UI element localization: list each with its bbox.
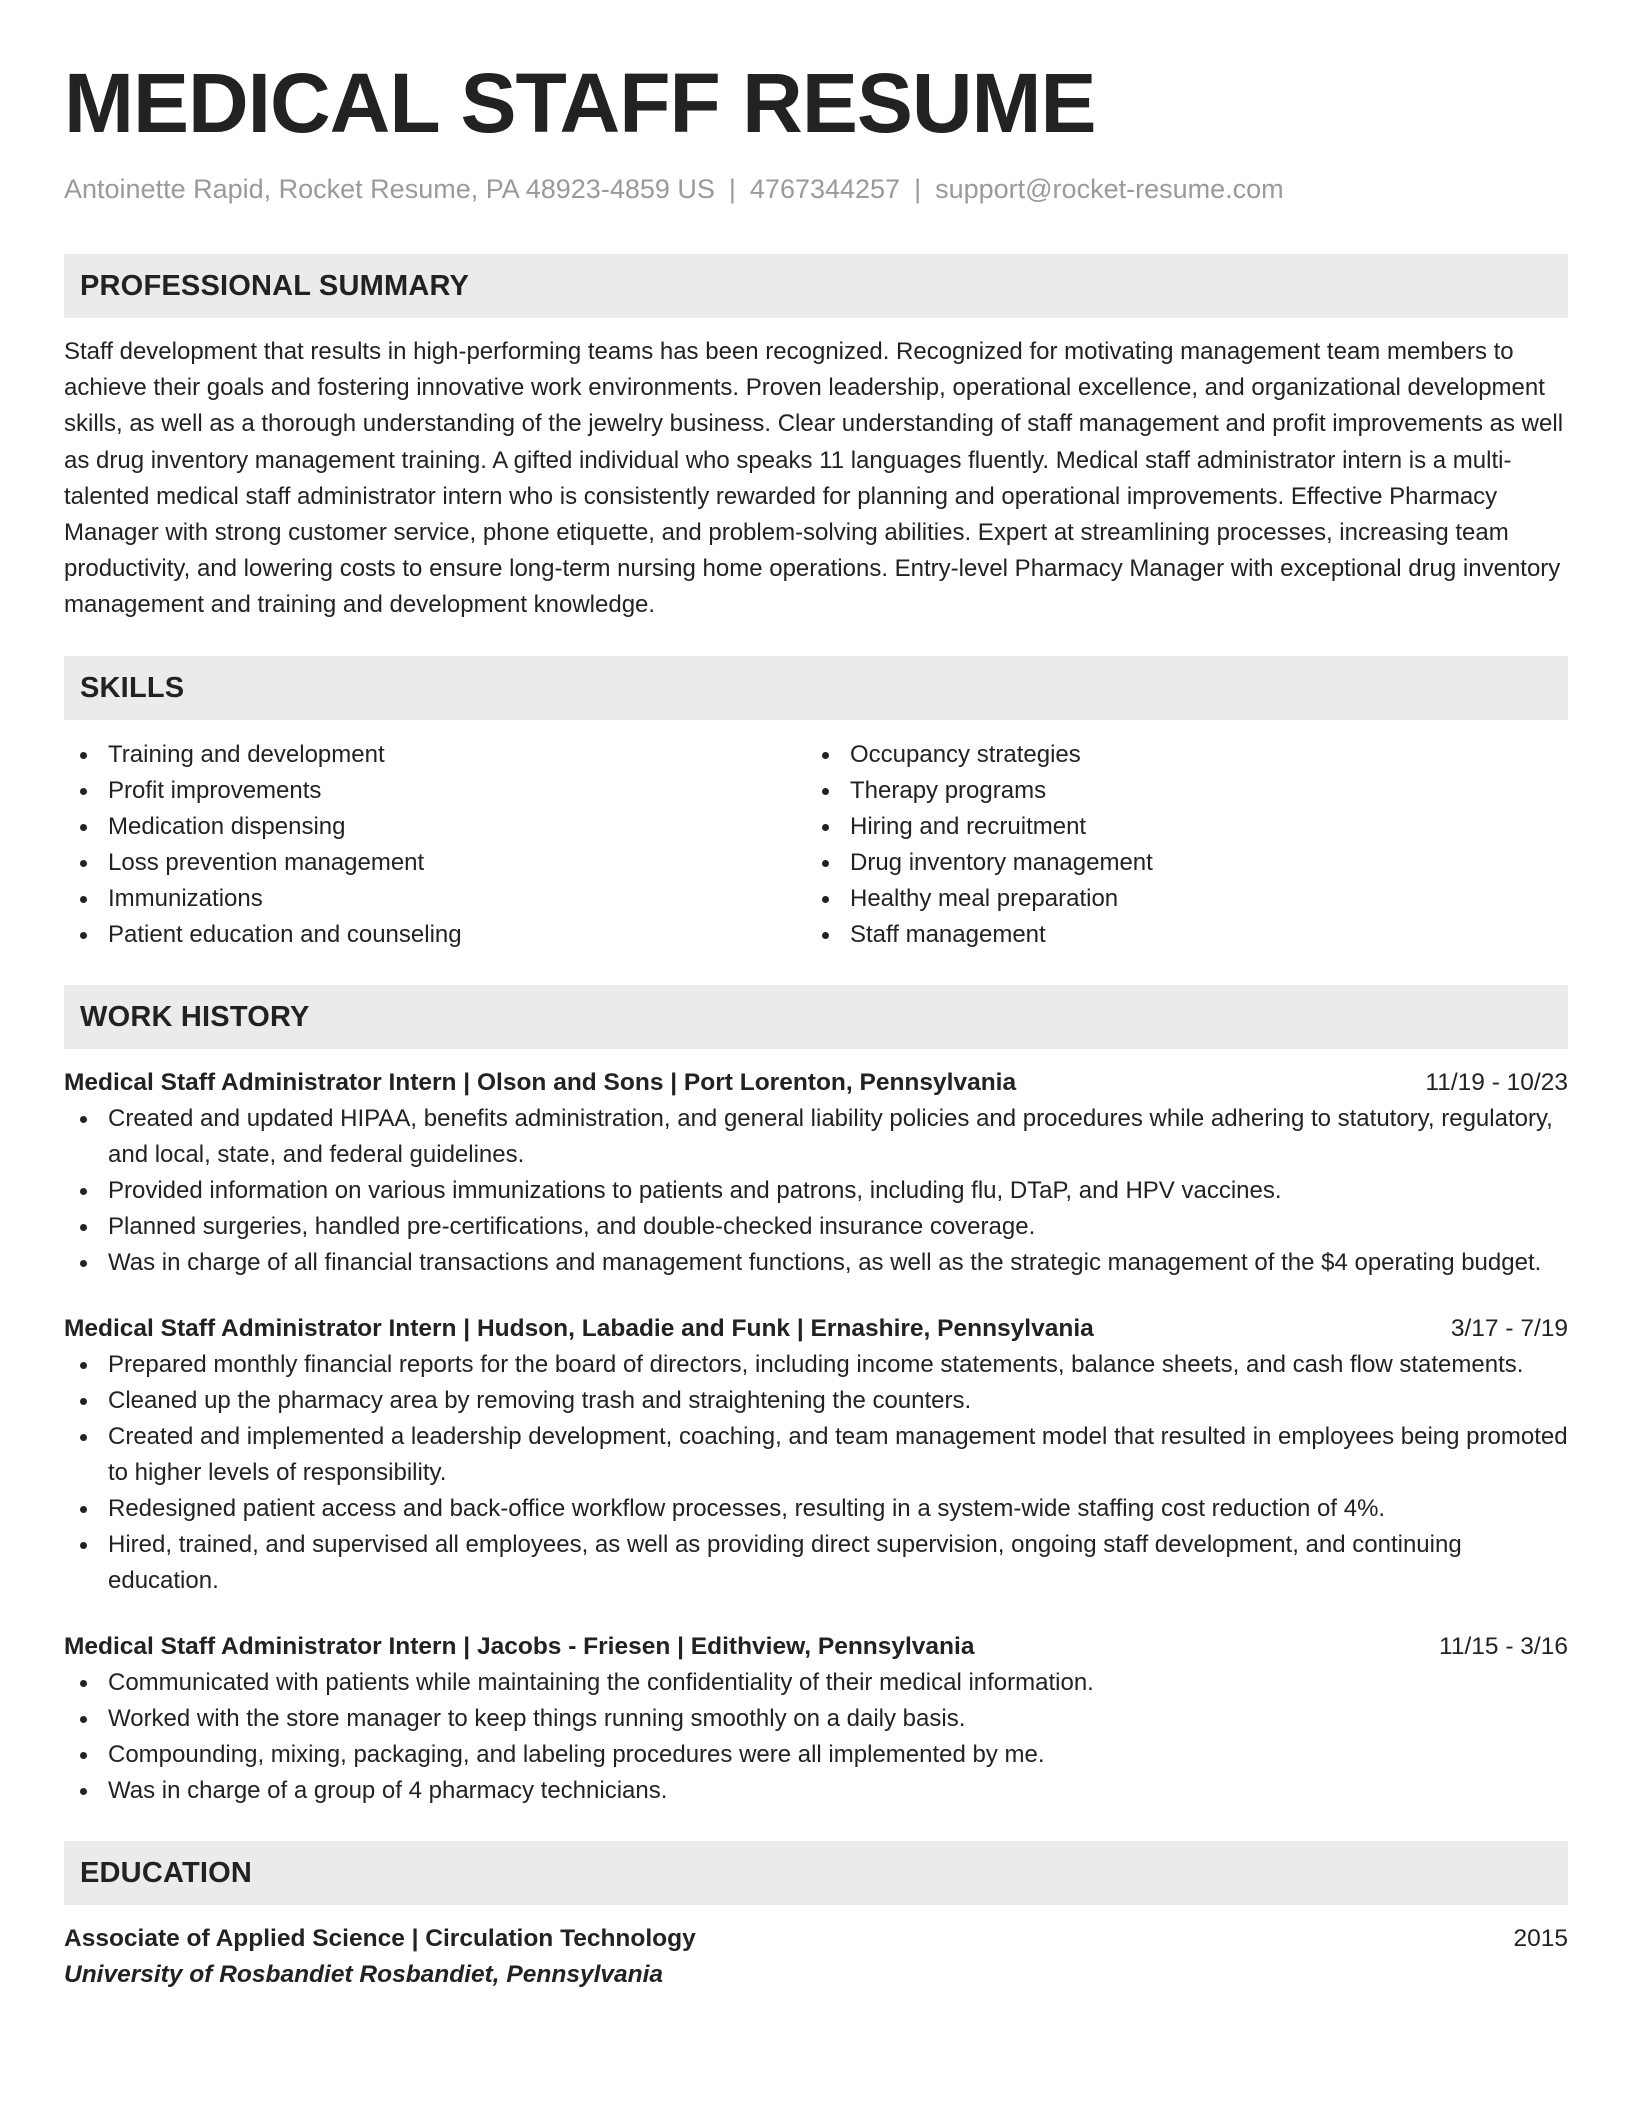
education-year: 2015	[1513, 1924, 1568, 1952]
job-date: 11/19 - 10/23	[1425, 1068, 1568, 1096]
resume-title: MEDICAL STAFF RESUME	[64, 56, 1096, 150]
skill-item: Medication dispensing	[64, 809, 806, 845]
job-bullet: Created and updated HIPAA, benefits administration, and general liability policies and procedures while adhering to statutory, regulatory, and local, state, and federal guidelines.	[64, 1101, 1568, 1173]
contact-phone: 4767344257	[749, 174, 901, 204]
job-entry	[64, 1065, 1568, 1281]
education-entry	[64, 1921, 1568, 1993]
contact-email: support@rocket-resume.com	[935, 174, 1284, 204]
job-bullet: Cleaned up the pharmacy area by removing trash and straightening the counters.	[64, 1383, 1568, 1419]
job-entry	[64, 1311, 1568, 1599]
skill-item: Training and development	[64, 737, 806, 773]
contact-separator: |	[914, 174, 922, 204]
job-bullet: Worked with the store manager to keep things running smoothly on a daily basis.	[64, 1701, 1568, 1737]
job-title: Medical Staff Administrator Intern | Olson and Sons | Port Lorenton, Pennsylvania	[64, 1068, 1017, 1096]
skill-item: Patient education and counseling	[64, 917, 806, 953]
job-bullet: Was in charge of all financial transactions and management functions, as well as the strategic management of the $4 operating budget.	[64, 1245, 1568, 1281]
skill-item: Immunizations	[64, 881, 806, 917]
education-degree: Associate of Applied Science | Circulation Technology	[64, 1924, 696, 1952]
section-header-education: EDUCATION	[64, 1841, 1568, 1905]
job-bullet: Was in charge of a group of 4 pharmacy technicians.	[64, 1773, 1568, 1809]
section-header-work-history: WORK HISTORY	[64, 985, 1568, 1049]
summary-text: Staff development that results in high-performing teams has been recognized. Recognized for motivating management team members to achieve their goals and fostering innovative work environments. Proven leadership, operational excellence, and organizational development skills, as well as a thorough understanding of the jewelry business. Clear understanding of staff management and profit improvements as well as drug inventory management training. A gifted individual who speaks 11 languages fluently. Medical staff administrator intern is a multi-talented medical staff administrator intern who is consistently rewarded for planning and operational improvements. Effective Pharmacy Manager with strong customer service, phone etiquette, and problem-solving abilities. Expert at streamlining processes, increasing team productivity, and lowering costs to ensure long-term nursing home operations. Entry-level Pharmacy Manager with exceptional drug inventory management and training and development knowledge.	[64, 338, 1564, 619]
contact-address: Antoinette Rapid, Rocket Resume, PA 48923-4859 US	[64, 174, 715, 204]
contact-line	[64, 172, 1568, 206]
job-bullet: Redesigned patient access and back-office workflow processes, resulting in a system-wide staffing cost reduction of 4%.	[64, 1491, 1568, 1527]
job-title: Medical Staff Administrator Intern | Jacobs - Friesen | Edithview, Pennsylvania	[64, 1632, 975, 1660]
skill-item: Hiring and recruitment	[806, 809, 1548, 845]
skills-list	[64, 737, 1568, 953]
skill-item: Profit improvements	[64, 773, 806, 809]
section-header-skills: SKILLS	[64, 656, 1568, 720]
skill-item: Healthy meal preparation	[806, 881, 1548, 917]
skills-column-left	[64, 737, 806, 953]
job-title: Medical Staff Administrator Intern | Hudson, Labadie and Funk | Ernashire, Pennsylvania	[64, 1314, 1094, 1342]
job-bullet: Provided information on various immunizations to patients and patrons, including flu, DTaP, and HPV vaccines.	[64, 1173, 1568, 1209]
section-header-summary: PROFESSIONAL SUMMARY	[64, 254, 1568, 318]
skill-item: Loss prevention management	[64, 845, 806, 881]
job-bullet: Planned surgeries, handled pre-certifications, and double-checked insurance coverage.	[64, 1209, 1568, 1245]
skill-item: Occupancy strategies	[806, 737, 1548, 773]
job-bullet: Created and implemented a leadership development, coaching, and team management model that resulted in employees being promoted to higher levels of responsibility.	[64, 1419, 1568, 1491]
education-school: University of Rosbandiet Rosbandiet, Pennsylvania	[64, 1960, 664, 1988]
skill-item: Therapy programs	[806, 773, 1548, 809]
job-date: 11/15 - 3/16	[1439, 1632, 1568, 1660]
job-bullet: Compounding, mixing, packaging, and labeling procedures were all implemented by me.	[64, 1737, 1568, 1773]
job-bullet: Communicated with patients while maintaining the confidentiality of their medical information.	[64, 1665, 1568, 1701]
skill-item: Staff management	[806, 917, 1548, 953]
job-entry	[64, 1629, 1568, 1809]
job-date: 3/17 - 7/19	[1450, 1314, 1568, 1342]
skill-item: Drug inventory management	[806, 845, 1548, 881]
contact-separator: |	[728, 174, 736, 204]
job-bullet: Hired, trained, and supervised all employees, as well as providing direct supervision, ongoing staff development, and continuing education.	[64, 1527, 1568, 1599]
skills-column-right	[806, 737, 1548, 953]
job-bullet: Prepared monthly financial reports for the board of directors, including income statements, balance sheets, and cash flow statements.	[64, 1347, 1568, 1383]
